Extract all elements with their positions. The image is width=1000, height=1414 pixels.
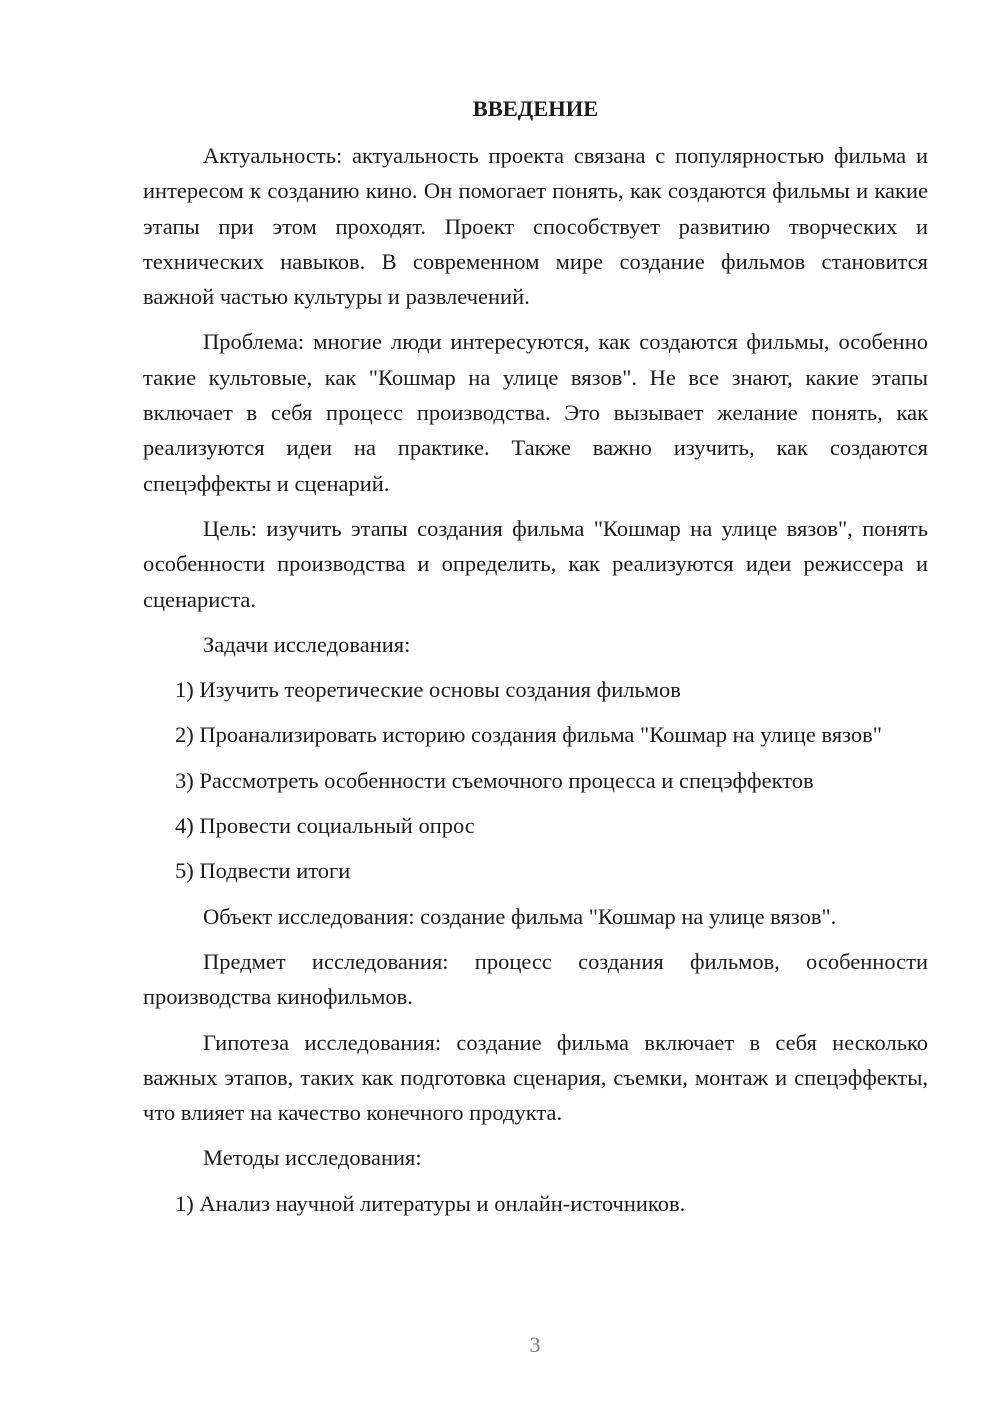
task-item-1: 1) Изучить теоретические основы создания фильмов bbox=[175, 677, 681, 703]
paragraph-hypothesis: Гипотеза исследования: создание фильма включает в себя несколько важных этапов, таких как подготовка сценария, съемки, монтаж и спецэффекты, что влияет на качество конечного продукта. bbox=[143, 1029, 928, 1126]
paragraph-object: Объект исследования: создание фильма "Кошмар на улице вязов". bbox=[203, 903, 837, 929]
tasks-heading: Задачи исследования: bbox=[203, 631, 411, 657]
method-item-1: 1) Анализ научной литературы и онлайн-источников. bbox=[175, 1190, 686, 1216]
task-item-2: 2) Проанализировать историю создания фильма "Кошмар на улице вязов" bbox=[175, 722, 882, 748]
document-body bbox=[143, 94, 928, 1231]
paragraph-relevance: Актуальность: актуальность проекта связана с популярностью фильма и интересом к созданию кино. Он помогает понять, как создаются фильмы и какие этапы при этом проходят. Проект способствует развитию творческих и технических навыков. В современном мире создание фильмов становится важной частью культуры и развлечений. bbox=[143, 143, 928, 310]
section-title: ВВЕДЕНИЕ bbox=[472, 96, 599, 121]
paragraph-problem: Проблема: многие люди интересуются, как создаются фильмы, особенно такие культовые, как "Кошмар на улице вязов". Не все знают, какие этапы включает в себя процесс производства. Это вызывает желание понять, как реализуются идеи на практике. Также важно изучить, как создаются спецэффекты и сценарий. bbox=[143, 329, 928, 496]
methods-heading: Методы исследования: bbox=[203, 1145, 422, 1171]
paragraph-subject: Предмет исследования: процесс создания фильмов, особенности производства кинофильмов. bbox=[143, 948, 928, 1010]
task-item-4: 4) Провести социальный опрос bbox=[175, 813, 475, 839]
page-number: 3 bbox=[529, 1332, 541, 1357]
task-item-3: 3) Рассмотреть особенности съемочного процесса и спецэффектов bbox=[175, 767, 814, 793]
task-item-5: 5) Подвести итоги bbox=[175, 858, 351, 884]
paragraph-goal: Цель: изучить этапы создания фильма "Кошмар на улице вязов", понять особенности производства и определить, как реализуются идеи режиссера и сценариста. bbox=[143, 515, 928, 612]
